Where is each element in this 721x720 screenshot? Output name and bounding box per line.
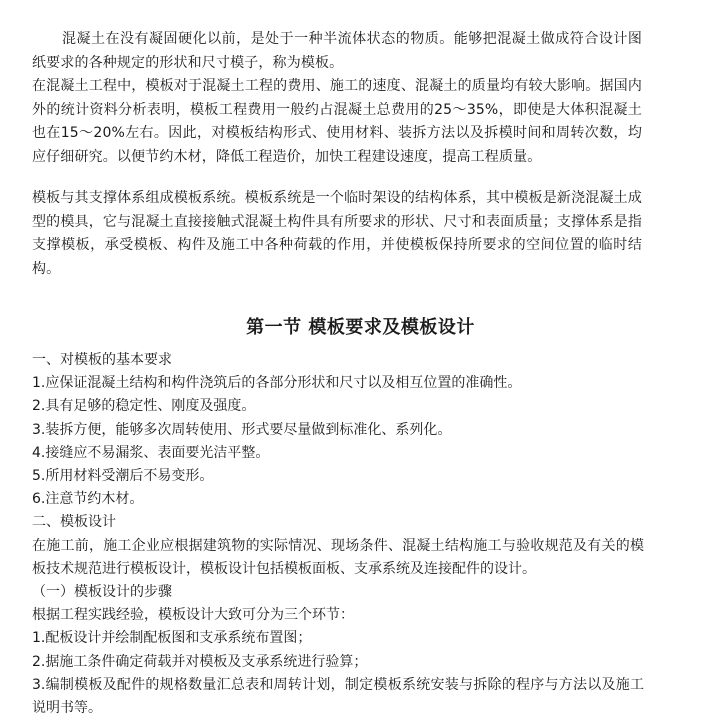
design-heading: 二、模板设计 [32, 514, 116, 531]
intro-paragraph-1: 混凝土在没有凝固硬化以前，是处于一种半流体状态的物质。能够把混凝土做成符合设计图纸要求的各种规定的形状和尺寸模子，称为模板。 [32, 31, 642, 71]
requirement-item: 5.所用材料受潮后不易变形。 [32, 468, 214, 485]
design-step-item: 1.配板设计并绘制配板图和支承系统布置图； [32, 630, 312, 647]
intro-paragraph-2: 在混凝土工程中，模板对于混凝土工程的费用、施工的速度、混凝土的质量均有较大影响。据国内外的统计资料分析表明，模板工程费用一般约占混凝土总费用的25～35%，即使是大体积混凝土也在15～20%左右。因此，对模板结构形式、使用材料、装拆方法以及拆模时间和周转次数，均应仔细研究。以便节约木材，降低工程造价，加快工程建设速度，提高工程质量。 [32, 78, 642, 165]
section-title: 第一节 模板要求及模板设计 [246, 317, 475, 338]
requirement-item: 2.具有足够的稳定性、刚度及强度。 [32, 398, 256, 415]
intro-paragraph-3: 模板与其支撑体系组成模板系统。模板系统是一个临时架设的结构体系，其中模板是新浇混凝土成型的模具，它与混凝土直接接触式混凝土构件具有所要求的形状、尺寸和表面质量；支撑体系是指支撑模板，承受模板、构件及施工中各种荷载的作用，并使模板保持所要求的空间位置的临时结构。 [32, 190, 642, 277]
requirement-item: 1.应保证混凝土结构和构件浇筑后的各部分形状和尺寸以及相互位置的准确性。 [32, 375, 522, 392]
design-step-item: 3.编制模板及配件的规格数量汇总表和周转计划，制定模板系统安装与拆除的程序与方法以及施工说明书等。 [32, 676, 644, 717]
design-steps-heading: （一）模板设计的步骤 [32, 584, 172, 601]
requirement-item: 6.注意节约木材。 [32, 491, 144, 508]
section-body [32, 349, 652, 720]
design-step-item: 2.据施工条件确定荷载并对模板及支承系统进行验算； [32, 653, 368, 670]
requirement-item: 4.接缝应不易漏浆、表面要光洁平整。 [32, 444, 270, 461]
requirement-item: 3.装拆方便，能够多次周转使用、形式要尽量做到标准化、系列化。 [32, 421, 452, 438]
design-steps-intro: 根据工程实践经验，模板设计大致可分为三个环节： [32, 607, 354, 624]
design-paragraph: 在施工前，施工企业应根据建筑物的实际情况、现场条件、混凝土结构施工与验收规范及有关的模板技术规范进行模板设计，模板设计包括模板面板、支承系统及连接配件的设计。 [32, 537, 644, 577]
basic-requirements-heading: 一、对模板的基本要求 [32, 352, 172, 368]
